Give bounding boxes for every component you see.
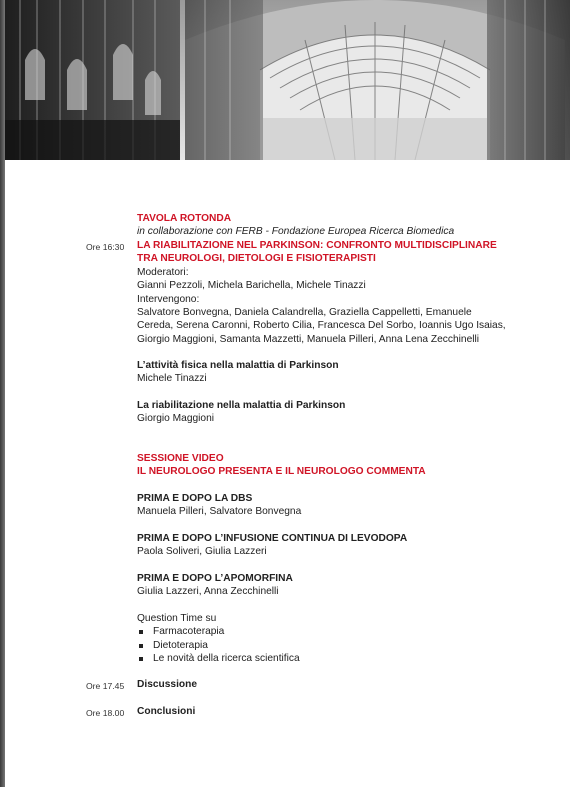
speakers-names-line-3: Giorgio Maggioni, Samanta Mazzetti, Manuela Pilleri, Anna Lena Zecchinelli	[137, 333, 480, 345]
round-table-collaboration: in collaborazione con FERB - Fondazione Europea Ricerca Biomedica	[137, 226, 455, 238]
question-time-section	[137, 612, 557, 666]
question-time-list	[137, 625, 557, 665]
time-1745: Ore 17.45	[86, 681, 125, 691]
conclusions-label: Conclusioni	[137, 706, 196, 717]
moderators-names: Gianni Pezzoli, Michela Barichella, Michele Tinazzi	[137, 280, 366, 292]
talk-item	[137, 399, 557, 426]
question-time-item: Le novità della ricerca scientifica	[137, 652, 557, 665]
question-time-label: Question Time su	[137, 613, 217, 624]
round-table-label: TAVOLA ROTONDA	[137, 213, 232, 224]
round-table-title-line-2: TRA NEUROLOGI, DIETOLOGI E FISIOTERAPISTI	[137, 253, 376, 265]
talk-speaker: Giorgio Maggioni	[137, 413, 215, 425]
time-1630: Ore 16:30	[86, 242, 125, 252]
video-item-title: PRIMA E DOPO LA DBS	[137, 493, 253, 504]
moderators-label: Moderatori:	[137, 266, 189, 278]
talk-speaker: Michele Tinazzi	[137, 373, 207, 385]
video-item	[137, 572, 557, 599]
video-item-title: PRIMA E DOPO L’APOMORFINA	[137, 573, 293, 584]
speakers-names-line-2: Cereda, Serena Caronni, Roberto Cilia, Francesca Del Sorbo, Ioannis Ugo Isaias,	[137, 320, 506, 332]
video-item-speakers: Giulia Lazzeri, Anna Zecchinelli	[137, 586, 279, 598]
discussion-label: Discussione	[137, 679, 198, 690]
video-session-header	[137, 452, 557, 479]
speakers-label: Intervengono:	[137, 293, 200, 305]
round-table-title-line-1: LA RIABILITAZIONE NEL PARKINSON: CONFRONTO MULTIDISCIPLINARE	[137, 240, 497, 251]
video-session-label: SESSIONE VIDEO	[137, 453, 224, 464]
header-photo-galleria	[5, 0, 570, 160]
time-1800: Ore 18.00	[86, 708, 125, 718]
talk-title: L’attività fisica nella malattia di Parkinson	[137, 360, 339, 371]
video-item-speakers: Manuela Pilleri, Salvatore Bonvegna	[137, 506, 302, 518]
round-table-section	[137, 212, 557, 239]
question-time-item: Farmacoterapia	[137, 625, 557, 638]
round-table-body	[137, 239, 557, 346]
video-item-title: PRIMA E DOPO L’INFUSIONE CONTINUA DI LEVODOPA	[137, 533, 408, 544]
talk-item	[137, 359, 557, 386]
video-item-speakers: Paola Soliveri, Giulia Lazzeri	[137, 546, 267, 558]
video-session-subtitle: IL NEUROLOGO PRESENTA E IL NEUROLOGO COMMENTA	[137, 466, 426, 478]
question-time-item: Dietoterapia	[137, 639, 557, 652]
video-item	[137, 492, 557, 519]
talk-title: La riabilitazione nella malattia di Parkinson	[137, 400, 346, 411]
video-item	[137, 532, 557, 559]
speakers-names-line-1: Salvatore Bonvegna, Daniela Calandrella, Graziella Cappelletti, Emanuele	[137, 307, 472, 319]
